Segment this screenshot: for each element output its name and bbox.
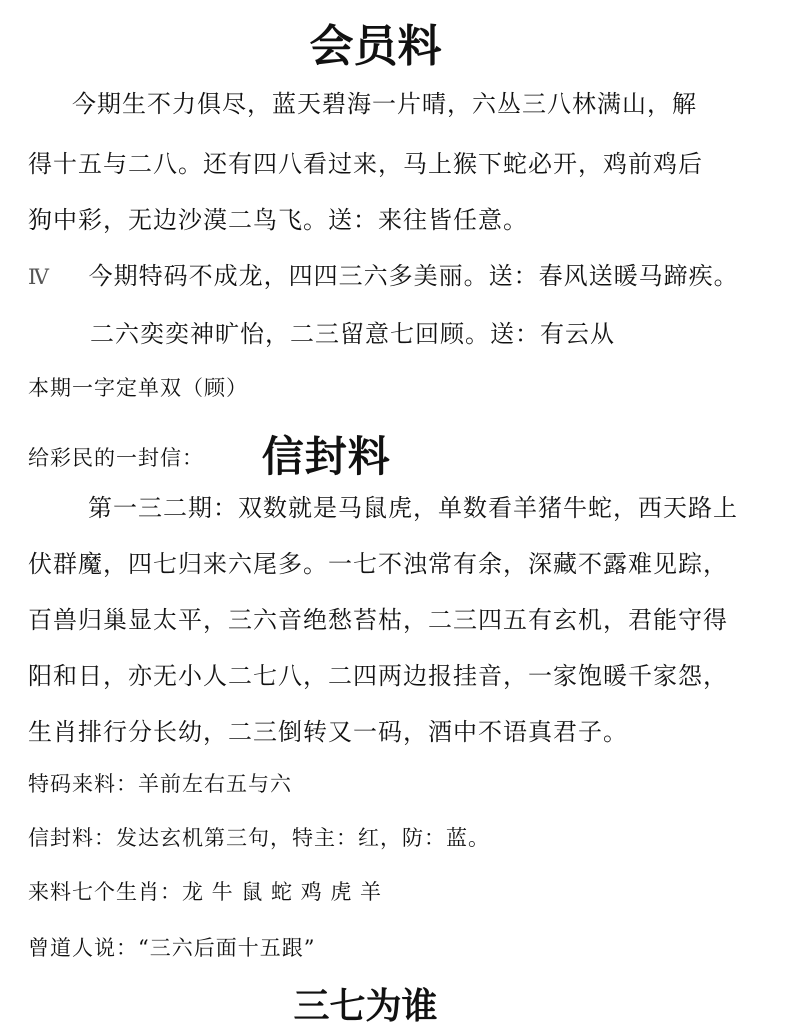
- envelope-line-2: 伏群魔，四七归来六尾多。一七不浊常有余，深藏不露难见踪，: [28, 550, 728, 578]
- envelope-line-4: 阳和日，亦无小人二七八，二四两边报挂音，一家饱暖千家怨，: [28, 662, 728, 690]
- member-line-4-prefix: Ⅳ: [28, 265, 50, 289]
- seven-zodiacs-note: 来料七个生肖：龙 牛 鼠 蛇 鸡 虎 羊: [28, 880, 383, 904]
- envelope-title: 信封料: [261, 432, 391, 481]
- special-code-note: 特码来料：羊前左右五与六: [28, 772, 292, 796]
- member-line-1: 今期生不力俱尽，蓝天碧海一片晴，六丛三八林满山，解: [72, 90, 697, 118]
- letter-label: 给彩民的一封信：: [28, 446, 204, 470]
- envelope-line-5: 生肖排行分长幼，二三倒转又一码，酒中不语真君子。: [28, 718, 628, 746]
- member-line-6: 本期一字定单双（顾）: [28, 376, 248, 400]
- daoist-said-note: 曾道人说：“三六后面十五跟”: [28, 936, 316, 960]
- envelope-line-3: 百兽归巢显太平，三六音绝愁苔枯，二三四五有玄机，君能守得: [28, 606, 728, 634]
- envelope-note: 信封料：发达玄机第三句，特主：红，防：蓝。: [28, 826, 490, 850]
- bottom-title: 三七为谁: [293, 985, 438, 1027]
- envelope-line-1: 第一三二期：双数就是马鼠虎，单数看羊猪牛蛇，西天路上: [88, 494, 738, 522]
- member-line-4-text: 今期特码不成龙，四四三六多美丽。送：春风送暖马蹄疾。: [88, 262, 739, 290]
- member-line-2: 得十五与二八。还有四八看过来，马上猴下蛇必开，鸡前鸡后: [28, 150, 703, 178]
- letter-heading: [28, 424, 391, 484]
- member-line-3: 狗中彩，无边沙漠二鸟飞。送：来往皆任意。: [28, 206, 528, 234]
- member-title: 会员料: [309, 21, 442, 72]
- member-line-5: 二六奕奕神旷怡，二三留意七回顾。送：有云从: [90, 320, 615, 348]
- member-line-4: [28, 256, 739, 291]
